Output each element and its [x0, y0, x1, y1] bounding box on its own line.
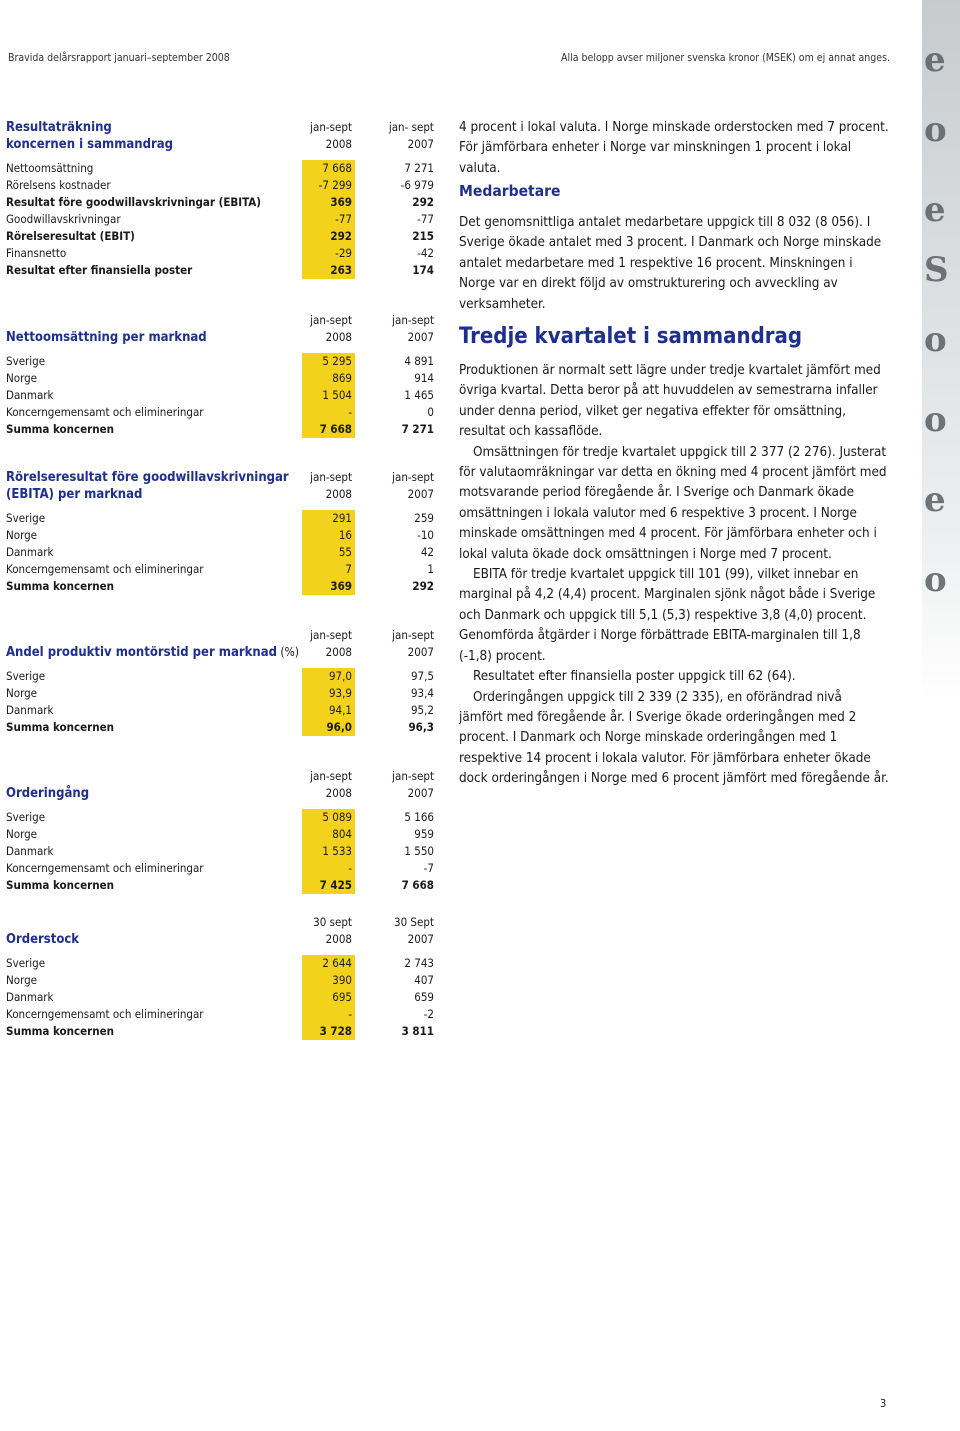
table-row: [6, 387, 436, 404]
value-2007: 292: [412, 195, 434, 209]
value-2008: 5 295: [302, 353, 355, 370]
column-header: jan-sept: [310, 313, 352, 327]
row-label: Resultat efter finansiella poster: [6, 263, 193, 277]
value-2007: 42: [420, 545, 434, 559]
table-title: (EBITA) per marknad: [6, 487, 143, 502]
value-2007: 914: [414, 371, 434, 385]
value-2007: 1 550: [404, 844, 434, 858]
value-2008: -: [302, 1006, 355, 1023]
value-2007: -77: [417, 212, 434, 226]
row-label: Norge: [6, 528, 38, 542]
column-header: jan-sept: [392, 470, 434, 484]
table-row: [6, 578, 436, 595]
table-header-row: [6, 469, 436, 486]
table-row: [6, 877, 436, 894]
decor-glyph: o: [924, 560, 947, 600]
row-label: Sverige: [6, 810, 46, 824]
value-2007: -2: [423, 1007, 434, 1021]
table-row: [6, 370, 436, 387]
value-2008: 5 089: [302, 809, 355, 826]
table-row: [6, 972, 436, 989]
row-label: Summa koncernen: [6, 422, 115, 436]
productive-time-table: [6, 627, 436, 736]
q3-text: [459, 361, 889, 790]
row-label: Danmark: [6, 703, 54, 717]
value-2007: 7 271: [404, 161, 434, 175]
column-header: jan-sept: [310, 628, 352, 642]
decorative-photo-strip: [922, 0, 960, 700]
table-row: [6, 668, 436, 685]
row-label: Summa koncernen: [6, 720, 115, 734]
table-header-row: [6, 785, 436, 802]
column-header: 2008: [325, 786, 352, 800]
decor-glyph: o: [924, 110, 947, 150]
value-2007: 97,5: [410, 669, 434, 683]
table-title: Orderstock: [6, 932, 80, 947]
row-label: Sverige: [6, 354, 46, 368]
table-header-row: [6, 914, 436, 931]
value-2007: 96,3: [408, 720, 434, 734]
decor-glyph: e: [924, 480, 946, 520]
table-row: [6, 262, 436, 279]
column-header: jan-sept: [310, 120, 352, 134]
value-2007: 4 891: [404, 354, 434, 368]
value-2008: 369: [302, 194, 355, 211]
decor-glyph: S: [924, 250, 949, 290]
decor-glyph: o: [924, 400, 947, 440]
intro-paragraph: [459, 118, 889, 179]
table-header-row: [6, 644, 436, 661]
table-row: [6, 510, 436, 527]
table-row: [6, 561, 436, 578]
row-label: Goodwillavskrivningar: [6, 212, 121, 226]
table-row: [6, 843, 436, 860]
value-2008: 2 644: [302, 955, 355, 972]
column-header: jan-sept: [392, 313, 434, 327]
table-row: [6, 404, 436, 421]
row-label: Koncerngemensamt och elimineringar: [6, 1007, 204, 1021]
table-header-row: [6, 119, 436, 136]
column-header: 2007: [407, 645, 434, 659]
column-header: 30 sept: [313, 915, 352, 929]
currency-note: Alla belopp avser miljoner svenska kronor (MSEK) om ej annat anges.: [561, 52, 890, 64]
table-title: Orderingång: [6, 786, 90, 801]
medarbetare-paragraph: [459, 213, 889, 315]
table-row: [6, 211, 436, 228]
table-title: Nettoomsättning per marknad: [6, 330, 207, 345]
paragraph: Omsättningen för tredje kvartalet uppgick till 2 377 (2 276). Justerat för valutaomräkningar var detta en ökning med 4 procent jämfört med motsvarande period föregående år. I Sverige och Danmark ökade omsättningen i lokala valutor med 6 respektive 3 procent. I Norge minskade omsättningen med 4 procent. För jämförbara enheter och i lokal valuta ökade dock omsättningen i Norge med 7 procent.: [459, 444, 887, 562]
value-2008: 3 728: [302, 1023, 355, 1040]
column-header: jan-sept: [392, 628, 434, 642]
value-2008: 869: [302, 370, 355, 387]
table-header-row: [6, 136, 436, 153]
row-label: Summa koncernen: [6, 1024, 115, 1038]
value-2008: -: [302, 860, 355, 877]
table-title: Rörelseresultat före goodwillavskrivningar: [6, 470, 289, 485]
value-2007: 659: [414, 990, 434, 1004]
row-label: Sverige: [6, 511, 46, 525]
value-2008: 7 668: [302, 160, 355, 177]
table-row: [6, 245, 436, 262]
value-2008: 292: [302, 228, 355, 245]
paragraph: Orderingången uppgick till 2 339 (2 335), en oförändrad nivå jämfört med föregående år. I Sverige ökade orderingången med 2 procent. I Danmark och Norge minskade orderingången med 1 respektive 14 procent i lokala valutor. För jämförbara enheter ökade dock orderingången i Norge med 6 procent jämfört med föregående år.: [459, 689, 889, 787]
value-2008: 1 504: [302, 387, 355, 404]
value-2008: 695: [302, 989, 355, 1006]
table-row: [6, 160, 436, 177]
row-label: Danmark: [6, 990, 54, 1004]
table-row: [6, 685, 436, 702]
row-label: Finansnetto: [6, 246, 67, 260]
report-header-title: Bravida delårsrapport januari–september 2008: [8, 52, 230, 64]
value-2008: 7 425: [302, 877, 355, 894]
table-header-row: [6, 627, 436, 644]
value-2007: 5 166: [404, 810, 434, 824]
table-row: [6, 809, 436, 826]
row-label: Norge: [6, 827, 38, 841]
order-intake-table: [6, 768, 436, 894]
table-row: [6, 1023, 436, 1040]
table-row: [6, 421, 436, 438]
value-2007: 215: [412, 229, 434, 243]
column-header: jan-sept: [310, 769, 352, 783]
table-title-wrap: [6, 644, 299, 661]
row-label: Rörelsens kostnader: [6, 178, 111, 192]
table-row: [6, 194, 436, 211]
column-header: 2007: [407, 487, 434, 501]
value-2008: 97,0: [302, 668, 355, 685]
value-2007: 95,2: [410, 703, 434, 717]
intro-line: 4 procent i lokal valuta. I Norge minskade orderstocken med 7 procent.: [459, 120, 889, 135]
table-row: [6, 860, 436, 877]
column-header: jan-sept: [392, 769, 434, 783]
row-label: Norge: [6, 973, 38, 987]
column-header: 2008: [325, 137, 352, 151]
net-sales-by-market-table: [6, 312, 436, 438]
row-label: Summa koncernen: [6, 878, 115, 892]
row-label: Rörelseresultat (EBIT): [6, 229, 135, 243]
table-row: [6, 353, 436, 370]
value-2008: 263: [302, 262, 355, 279]
table-header-row: [6, 312, 436, 329]
paragraph: EBITA för tredje kvartalet uppgick till 101 (99), vilket innebar en marginal på 4,2 (4,4) procent. Marginalen sjönk något både i Sverige och Danmark och uppgick till 5,1 (5,3) respektive 3,8 (4,0) procent. Genomförda åtgärder i Norge förbättrade EBITA-marginalen till 1,8 (-1,8) procent.: [459, 567, 876, 664]
value-2008: 390: [302, 972, 355, 989]
value-2008: -29: [302, 245, 355, 262]
row-label: Nettoomsättning: [6, 161, 94, 175]
decor-glyph: e: [924, 190, 946, 230]
value-2007: 1 465: [404, 388, 434, 402]
page-number: 3: [880, 1397, 887, 1410]
value-2008: 55: [302, 544, 355, 561]
column-header: 2007: [407, 786, 434, 800]
value-2007: 2 743: [404, 956, 434, 970]
column-header: 2008: [325, 645, 352, 659]
value-2008: 1 533: [302, 843, 355, 860]
row-label: Resultat före goodwillavskrivningar (EBITA): [6, 195, 262, 209]
row-label: Danmark: [6, 545, 54, 559]
table-row: [6, 702, 436, 719]
value-2008: 7 668: [302, 421, 355, 438]
table-title: Andel produktiv montörstid per marknad: [6, 645, 278, 660]
column-header: jan- sept: [388, 120, 434, 134]
value-2007: 7 271: [401, 422, 434, 436]
table-row: [6, 955, 436, 972]
row-label: Sverige: [6, 956, 46, 970]
paragraph: Produktionen är normalt sett lägre under tredje kvartalet jämfört med övriga kvartal. Detta beror på att huvuddelen av semestrarna infaller under denna period, vilket ger negativa effekter för omsättning, resultat och kassaflöde.: [459, 363, 881, 440]
table-row: [6, 989, 436, 1006]
table-header-row: [6, 329, 436, 346]
table-row: [6, 228, 436, 245]
value-2007: 959: [414, 827, 434, 841]
intro-line: För jämförbara enheter i Norge var minskningen 1 procent i lokal valuta.: [459, 140, 852, 176]
column-header: 2008: [325, 932, 352, 946]
table-header-row: [6, 931, 436, 948]
column-header: 30 Sept: [393, 915, 434, 929]
row-label: Norge: [6, 371, 38, 385]
value-2007: 7 668: [401, 878, 434, 892]
value-2008: 291: [302, 510, 355, 527]
value-2007: -10: [417, 528, 434, 542]
value-2008: 96,0: [302, 719, 355, 736]
table-row: [6, 527, 436, 544]
table-title: Resultaträkning: [6, 120, 112, 135]
value-2007: 93,4: [410, 686, 434, 700]
column-header: 2007: [407, 932, 434, 946]
value-2007: 259: [414, 511, 434, 525]
decor-glyph: e: [924, 40, 946, 80]
paragraph: Resultatet efter finansiella poster uppgick till 62 (64).: [473, 669, 796, 685]
value-2008: -7 299: [302, 177, 355, 194]
income-statement-table: [6, 119, 436, 279]
table-row: [6, 177, 436, 194]
order-backlog-table: [6, 914, 436, 1040]
value-2007: 292: [412, 579, 434, 593]
value-2007: 3 811: [401, 1024, 434, 1038]
section-heading-medarbetare: Medarbetare: [459, 182, 561, 200]
table-row: [6, 719, 436, 736]
column-header: 2008: [325, 487, 352, 501]
table-row: [6, 544, 436, 561]
table-title: koncernen i sammandrag: [6, 137, 174, 152]
column-header: 2007: [407, 330, 434, 344]
column-header: 2007: [407, 137, 434, 151]
column-header: jan-sept: [310, 470, 352, 484]
value-2007: 174: [412, 263, 434, 277]
value-2007: 407: [414, 973, 434, 987]
value-2008: 94,1: [302, 702, 355, 719]
column-header: 2008: [325, 330, 352, 344]
table-row: [6, 1006, 436, 1023]
ebita-by-market-table: [6, 469, 436, 595]
value-2008: 93,9: [302, 685, 355, 702]
value-2008: 369: [302, 578, 355, 595]
paragraph: Det genomsnittliga antalet medarbetare uppgick till 8 032 (8 056). I Sverige ökade antalet med 3 procent. I Danmark och Norge minskade antalet medarbetare med 1 respektive 16 procent. Minskningen i Norge var en direkt följd av omstrukturering och avveckling av verksamheter.: [459, 215, 882, 312]
section-heading-q3: Tredje kvartalet i sammandrag: [459, 324, 803, 349]
decor-glyph: o: [924, 320, 947, 360]
row-label: Danmark: [6, 844, 54, 858]
table-header-row: [6, 768, 436, 785]
value-2008: -77: [302, 211, 355, 228]
value-2007: 1: [427, 562, 434, 576]
table-row: [6, 826, 436, 843]
row-label: Norge: [6, 686, 38, 700]
value-2007: -6 979: [400, 178, 434, 192]
row-label: Summa koncernen: [6, 579, 115, 593]
row-label: Sverige: [6, 669, 46, 683]
value-2007: -42: [417, 246, 434, 260]
value-2007: -7: [423, 861, 434, 875]
row-label: Koncerngemensamt och elimineringar: [6, 562, 204, 576]
row-label: Koncerngemensamt och elimineringar: [6, 861, 204, 875]
table-title-unit: (%): [280, 645, 300, 659]
value-2008: 16: [302, 527, 355, 544]
row-label: Koncerngemensamt och elimineringar: [6, 405, 204, 419]
value-2007: 0: [427, 405, 434, 419]
value-2008: -: [302, 404, 355, 421]
table-header-row: [6, 486, 436, 503]
row-label: Danmark: [6, 388, 54, 402]
value-2008: 804: [302, 826, 355, 843]
value-2008: 7: [302, 561, 355, 578]
